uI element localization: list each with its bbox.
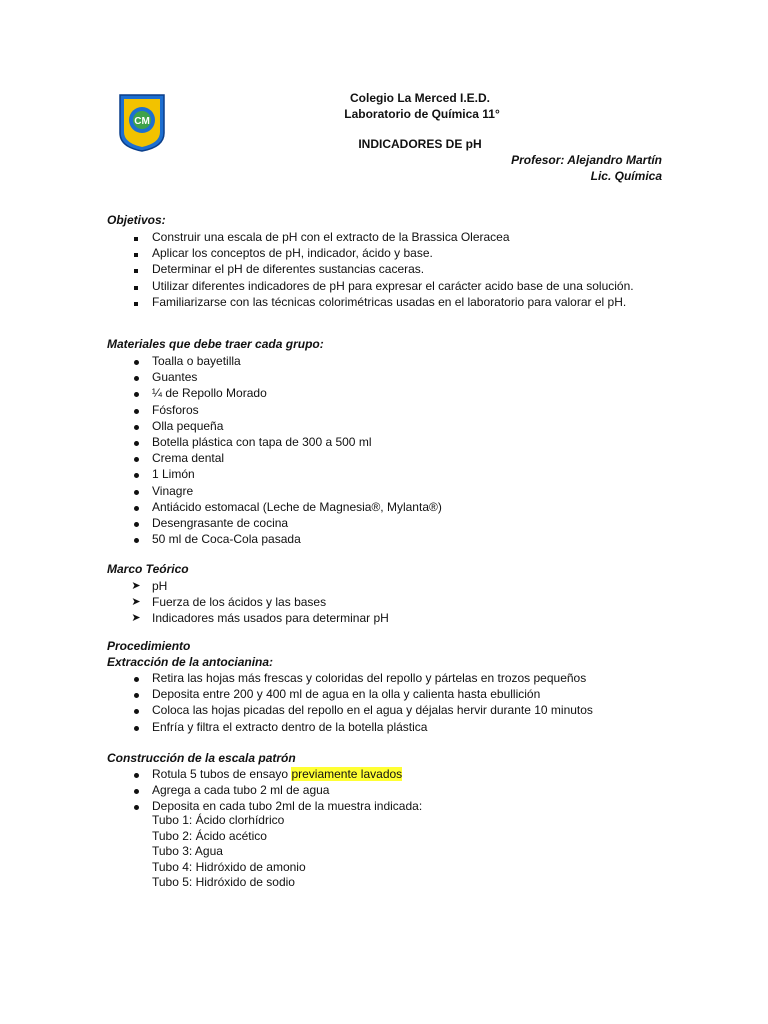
round-bullet-icon [134, 473, 139, 478]
materiales-list [107, 353, 442, 547]
marco-heading: Marco Teórico [107, 562, 189, 576]
round-bullet-icon [134, 538, 139, 543]
materiales-heading: Materiales que debe traer cada grupo: [107, 337, 324, 351]
school-name: Colegio La Merced I.E.D. [349, 91, 491, 105]
round-bullet-icon [134, 789, 139, 794]
logo-text: CM [134, 116, 150, 127]
professor-name: Profesor: Alejandro Martín [511, 153, 662, 167]
arrow-bullet-icon: ➤ [131, 580, 141, 592]
marco-list [107, 578, 389, 627]
list-item: Tubo 3: Agua [152, 844, 223, 859]
square-bullet-icon [134, 302, 138, 306]
list-item: 1 Limón [107, 466, 442, 482]
list-item: ➤ Fuerza de los ácidos y las bases [131, 595, 327, 610]
list-item: Retira las hojas más frescas y coloridas del repollo y pártelas en trozos pequeños [107, 670, 593, 686]
list-item: Coloca las hojas picadas del repollo en el agua y déjalas hervir durante 10 minutos [107, 702, 593, 718]
arrow-bullet-icon: ➤ [131, 596, 141, 609]
list-item: Rotula 5 tubos de ensayo previamente lavados [107, 766, 422, 782]
extraccion-heading: Extracción de la antocianina: [107, 655, 274, 669]
list-item: Aplicar los conceptos de pH, indicador, ácido y base. [107, 245, 634, 261]
lab-name: Laboratorio de Química 11° [344, 107, 500, 121]
round-bullet-icon [134, 441, 139, 446]
list-item: 50 ml de Coca-Cola pasada [107, 531, 442, 547]
square-bullet-icon [134, 253, 138, 257]
list-item: Enfría y filtra el extracto dentro de la botella plástica [107, 719, 593, 735]
list-item: Deposita en cada tubo 2ml de la muestra indicada: [107, 798, 422, 814]
list-item: Vinagre [107, 483, 442, 499]
list-item: ➤ pH [131, 579, 168, 593]
highlighted-text: previamente lavados [291, 767, 403, 781]
round-bullet-icon [134, 677, 139, 682]
professor-degree: Lic. Química [590, 169, 662, 183]
list-item: Botella plástica con tapa de 300 a 500 ml [107, 434, 442, 450]
list-item: Fósforos [107, 402, 442, 418]
round-bullet-icon [134, 522, 139, 527]
round-bullet-icon [134, 726, 139, 731]
round-bullet-icon [134, 425, 139, 430]
round-bullet-icon [134, 773, 139, 778]
round-bullet-icon [134, 360, 139, 365]
round-bullet-icon [134, 376, 139, 381]
list-item: Deposita entre 200 y 400 ml de agua en la olla y calienta hasta ebullición [107, 686, 593, 702]
objetivos-heading: Objetivos: [107, 213, 166, 227]
list-item: ➤ Indicadores más usados para determinar pH [131, 611, 389, 626]
objetivos-list [107, 229, 634, 310]
list-item: Tubo 2: Ácido acético [152, 828, 267, 843]
document-title: INDICADORES DE pH [358, 137, 482, 151]
list-item: Agrega a cada tubo 2 ml de agua [107, 782, 422, 798]
tubos-list [152, 813, 306, 891]
list-item: Antiácido estomacal (Leche de Magnesia®, Mylanta®) [107, 499, 442, 515]
list-item: Construir una escala de pH con el extracto de la Brassica Oleracea [107, 229, 634, 245]
list-item: Tubo 1: Ácido clorhídrico [152, 813, 285, 827]
list-item: Tubo 4: Hidróxido de amonio [152, 859, 306, 874]
round-bullet-icon [134, 709, 139, 714]
list-item: Familiarizarse con las técnicas colorimétricas usadas en el laboratorio para valorar el pH. [107, 294, 634, 310]
list-item: Guantes [107, 369, 442, 385]
construccion-heading: Construcción de la escala patrón [107, 751, 296, 765]
procedimiento-heading: Procedimiento [107, 639, 191, 653]
round-bullet-icon [134, 490, 139, 495]
list-item: Crema dental [107, 450, 442, 466]
arrow-bullet-icon: ➤ [131, 612, 141, 625]
list-item: Desengrasante de cocina [107, 515, 442, 531]
list-item: Determinar el pH de diferentes sustancias caceras. [107, 261, 634, 277]
round-bullet-icon [134, 506, 139, 511]
round-bullet-icon [134, 409, 139, 414]
list-item: Olla pequeña [107, 418, 442, 434]
square-bullet-icon [134, 269, 138, 273]
list-item: Utilizar diferentes indicadores de pH para expresar el carácter acido base de una solución. [107, 278, 634, 294]
round-bullet-icon [134, 805, 139, 810]
round-bullet-icon [134, 457, 139, 462]
square-bullet-icon [134, 286, 138, 290]
round-bullet-icon [134, 693, 139, 698]
list-item: Toalla o bayetilla [107, 353, 442, 369]
construccion-list [107, 766, 422, 815]
procedimiento-list [107, 670, 593, 735]
round-bullet-icon [134, 392, 139, 397]
list-item: ¼ de Repollo Morado [107, 385, 442, 401]
list-item: Tubo 5: Hidróxido de sodio [152, 875, 295, 890]
square-bullet-icon [134, 237, 138, 241]
